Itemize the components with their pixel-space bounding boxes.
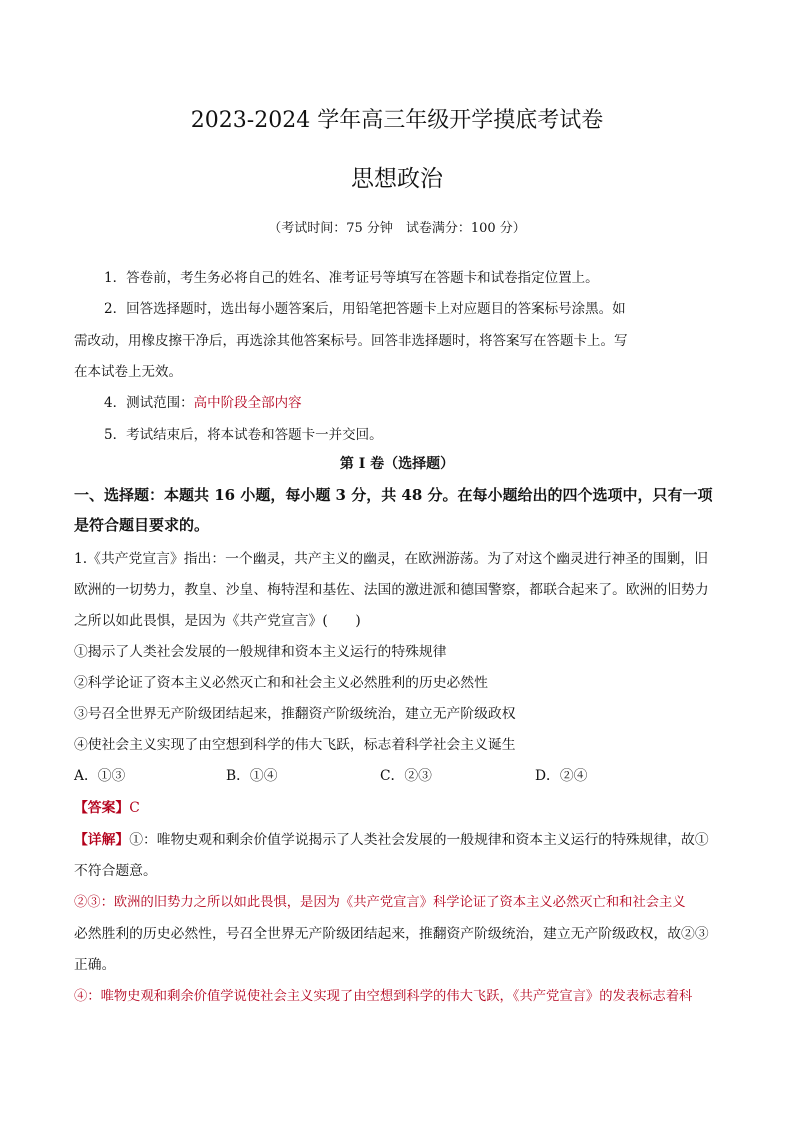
detail-line-2: 不符合题意。 bbox=[74, 863, 157, 879]
note-4-label: 4．测试范围： bbox=[104, 395, 194, 411]
option-a: A．①③ bbox=[74, 768, 126, 784]
question-heading-line-1: 一、选择题：本题共 16 小题，每小题 3 分，共 48 分。在每小题给出的四个选项中，只有一项 bbox=[74, 486, 713, 504]
option-b: B．①④ bbox=[226, 768, 278, 784]
note-2-line-1: 2．回答选择题时，选出每小题答案后，用铅笔把答题卡上对应题目的答案标号涂黑。如 bbox=[104, 301, 626, 317]
question-1-stem-line-3: 之所以如此畏惧，是因为《共产党宣言》( ) bbox=[74, 613, 361, 629]
answer-line bbox=[74, 796, 140, 816]
detail-line-3: ②③：欧洲的旧势力之所以如此畏惧，是因为《共产党宣言》科学论证了资本主义必然灭亡和和社会主义 bbox=[74, 895, 686, 910]
exam-title: 2023-2024 学年高三年级开学摸底考试卷 bbox=[190, 108, 604, 133]
option-c: C．②③ bbox=[380, 768, 432, 784]
question-1-item-4: ④使社会主义实现了由空想到科学的伟大飞跃，标志着科学社会主义诞生 bbox=[74, 737, 516, 753]
question-1-item-1: ①揭示了人类社会发展的一般规律和资本主义运行的特殊规律 bbox=[74, 644, 447, 660]
section-heading: 第 I 卷（选择题） bbox=[339, 456, 455, 472]
detail-line-4: 必然胜利的历史必然性，号召全世界无产阶级团结起来，推翻资产阶级统治，建立无产阶级政权，故②③ bbox=[74, 926, 709, 942]
option-d: D．②④ bbox=[535, 768, 588, 784]
answer-value: C bbox=[129, 800, 140, 816]
note-2-line-2: 需改动，用橡皮擦干净后，再选涂其他答案标号。回答非选择题时，将答案写在答题卡上。写 bbox=[74, 333, 628, 349]
question-1-item-3: ③号召全世界无产阶级团结起来，推翻资产阶级统治，建立无产阶级政权 bbox=[74, 706, 516, 722]
note-4 bbox=[104, 391, 302, 411]
question-1-stem-line-2: 欧洲的一切势力，教皇、沙皇、梅特涅和基佐、法国的激进派和德国警察，都联合起来了。欧洲的旧势力 bbox=[74, 582, 709, 598]
question-1-stem-line-1: 1.《共产党宣言》指出：一个幽灵，共产主义的幽灵，在欧洲游荡。为了对这个幽灵进行神圣的围剿，旧 bbox=[74, 551, 709, 567]
detail-text-1: ①：唯物史观和剩余价值学说揭示了人类社会发展的一般规律和资本主义运行的特殊规律，故① bbox=[129, 832, 709, 848]
detail-line-1 bbox=[74, 828, 709, 848]
note-5: 5．考试结束后，将本试卷和答题卡一并交回。 bbox=[104, 427, 383, 443]
question-heading-line-2: 是符合题目要求的。 bbox=[74, 516, 210, 534]
note-2-line-3: 在本试卷上无效。 bbox=[74, 364, 182, 380]
detail-line-5: 正确。 bbox=[74, 957, 116, 973]
question-1-item-2: ②科学论证了资本主义必然灭亡和和社会主义必然胜利的历史必然性 bbox=[74, 675, 488, 691]
note-4-value: 高中阶段全部内容 bbox=[193, 395, 302, 411]
detail-line-6: ④：唯物史观和剩余价值学说使社会主义实现了由空想到科学的伟大飞跃，《共产党宣言》的发表标志着科 bbox=[74, 989, 693, 1004]
detail-label: 【详解】 bbox=[74, 832, 130, 848]
answer-label: 【答案】 bbox=[74, 800, 130, 816]
exam-time-info: （考试时间：75 分钟 试卷满分：100 分） bbox=[268, 221, 526, 236]
note-1: 1．答卷前，考生务必将自己的姓名、准考证号等填写在答题卡和试卷指定位置上。 bbox=[104, 270, 599, 286]
subject-title: 思想政治 bbox=[351, 166, 443, 192]
